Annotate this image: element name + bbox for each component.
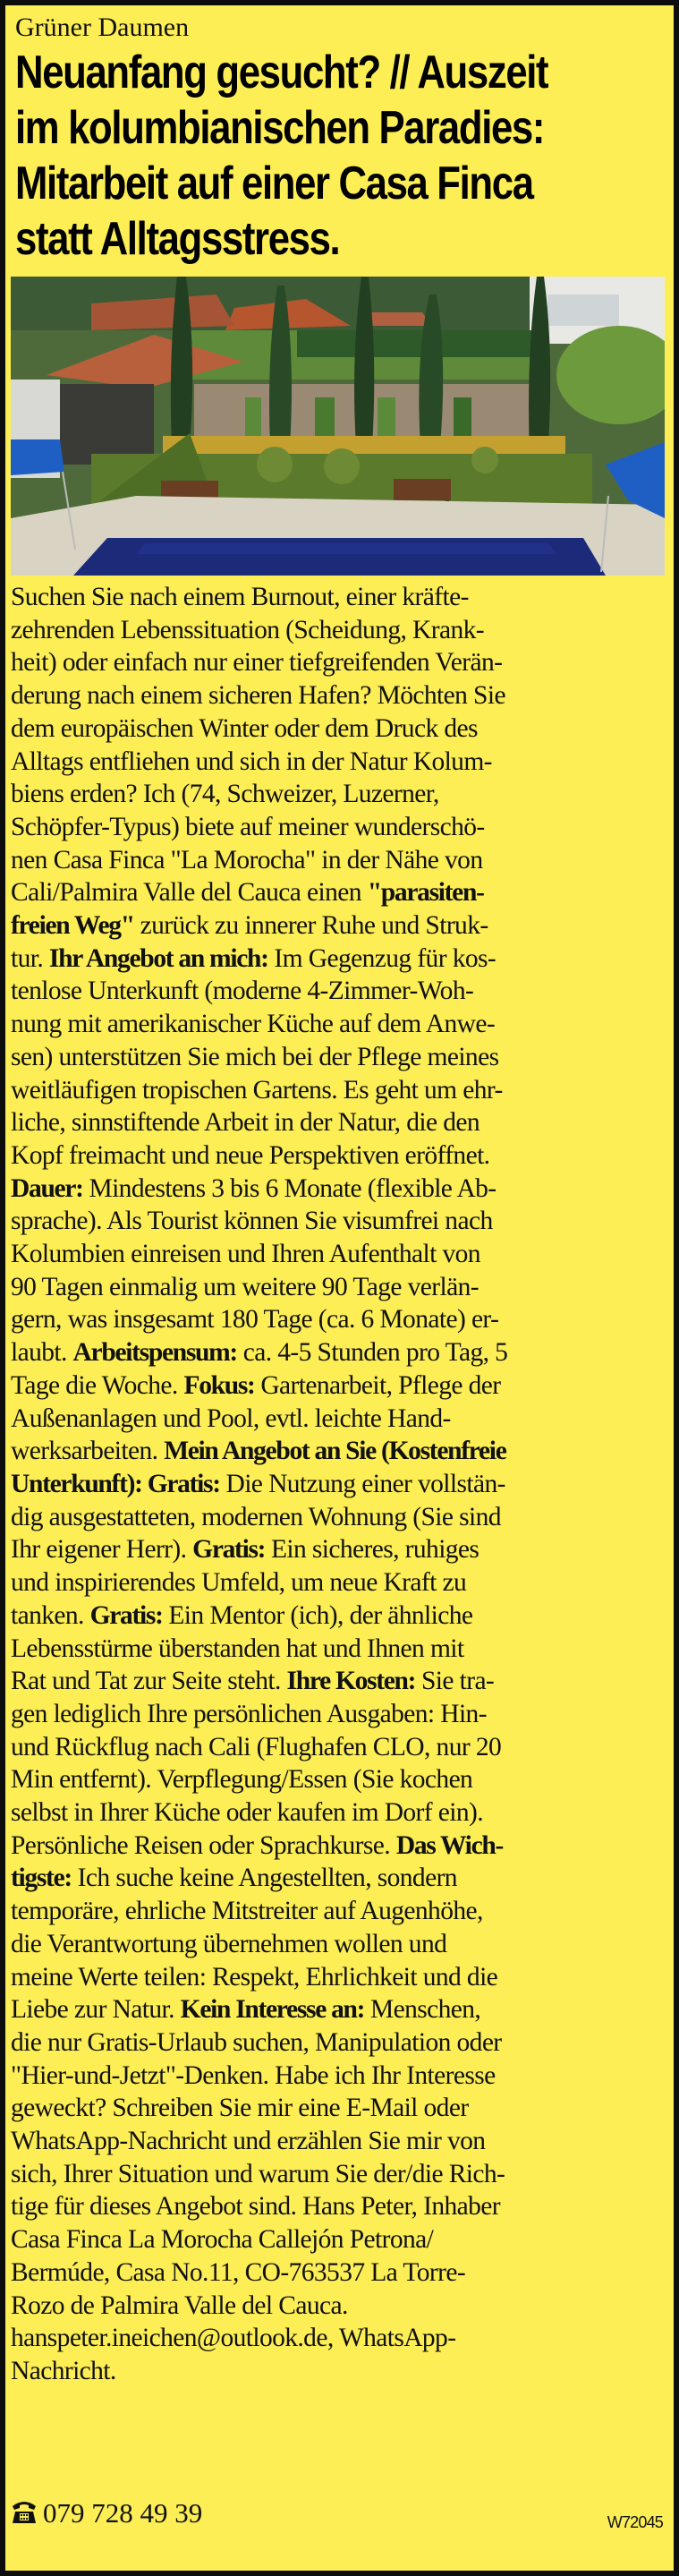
body-text-segment: Tage die Woche. [11, 1370, 184, 1400]
body-text-segment: dig ausgestatteten, modernen Wohnung (Sie sind [11, 1502, 501, 1531]
body-text-segment: die nur Gratis-Urlaub suchen, Manipulation oder [11, 2027, 502, 2057]
body-text-segment: hanspeter.ineichen@outlook.de, WhatsApp- [11, 2324, 456, 2353]
body-text-segment: tanken. [11, 1600, 90, 1630]
body-line [11, 1106, 663, 1139]
body-line [11, 1336, 663, 1369]
body-line [11, 1731, 663, 1764]
body-text-segment: Ein Mentor (ich), der ähnliche [162, 1600, 473, 1630]
body-line [11, 1566, 663, 1599]
body-text-segment: tige für dieses Angebot sind. Hans Peter, Inhaber [11, 2192, 500, 2222]
headline-line: im kolumbianischen Paradies: [15, 102, 545, 154]
body-text-segment: tur. [11, 943, 49, 973]
body-text-segment: Ihr eigener Herr). [11, 1535, 193, 1565]
body-line [11, 1139, 663, 1173]
body-line [11, 1698, 663, 1731]
ad-body-text [11, 581, 663, 2388]
body-text-segment: gen lediglich Ihre persönlichen Ausgaben: Hin- [11, 1699, 487, 1728]
body-text-segment: Gartenarbeit, Pflege der [254, 1370, 501, 1400]
bold-label: Unterkunft): Gratis: [11, 1469, 220, 1498]
body-line [11, 1993, 663, 2026]
body-line [11, 1830, 663, 1863]
body-text-segment: die Verantwortung übernehmen wollen und [11, 1929, 447, 1958]
bold-label: Ihre Kosten: [286, 1667, 416, 1696]
body-text-segment: Nachricht. [11, 2356, 116, 2385]
body-text-segment: Ein sicheres, ruhiges [265, 1535, 480, 1565]
body-text-segment: Kolumbien einreisen und Ihren Aufenthalt von [11, 1240, 480, 1269]
body-line [11, 1303, 663, 1336]
body-text-segment: WhatsApp-Nachricht und erzählen Sie mir von [11, 2127, 486, 2156]
body-line [11, 1796, 663, 1830]
body-text-segment: nen Casa Finca "La Morocha" in der Nähe von [11, 845, 483, 874]
ad-footer [11, 2495, 663, 2531]
body-text-segment: laubt. [11, 1338, 73, 1368]
body-line [11, 2060, 663, 2093]
garden-image [11, 277, 665, 576]
body-text-segment: Persönliche Reisen oder Sprachkurse. [11, 1830, 396, 1860]
body-line [11, 1369, 663, 1403]
bold-label: "parasiten- [367, 878, 484, 908]
phone-number[interactable]: 079 728 49 39 [43, 2497, 203, 2529]
body-line [11, 1238, 663, 1271]
body-text-segment: Ich suche keine Angestellten, sondern [71, 1864, 457, 1893]
telephone-icon [11, 2497, 38, 2522]
body-line [11, 1763, 663, 1796]
body-line [11, 1862, 663, 1895]
body-text-segment: Menschen, [364, 1995, 481, 2025]
headline-line: Neuanfang gesucht? // Auszeit [15, 47, 548, 98]
body-line [11, 2092, 663, 2125]
body-text-segment: Schöpfer-Typus) biete auf meiner wunderschö- [11, 812, 485, 841]
body-line [11, 1205, 663, 1238]
body-text-segment: und inspirierendes Umfeld, um neue Kraft zu [11, 1568, 467, 1598]
body-text-segment: ca. 4-5 Stunden pro Tag, 5 [236, 1338, 508, 1368]
body-text-segment: zurück zu innerer Ruhe und Struk- [133, 911, 488, 941]
body-line [11, 2223, 663, 2256]
body-text-segment: Mindestens 3 bis 6 Monate (flexible Ab- [82, 1173, 497, 1203]
body-line [11, 1041, 663, 1074]
bold-label: Ihr Angebot an mich: [48, 943, 268, 973]
body-line [11, 712, 663, 746]
body-text-segment: Suchen Sie nach einem Burnout, einer kräfte- [11, 583, 469, 611]
body-line [11, 1008, 663, 1041]
body-line [11, 646, 663, 679]
body-text-segment: sprache). Als Tourist können Sie visumfrei nach [11, 1207, 493, 1236]
body-line [11, 811, 663, 844]
body-text-segment: und Rückflug nach Cali (Flughafen CLO, nur 20 [11, 1732, 502, 1761]
body-text-segment: Außenanlagen und Pool, evtl. leichte Hand- [11, 1403, 451, 1433]
body-line [11, 1633, 663, 1666]
body-text-segment: "Hier-und-Jetzt"-Denken. Habe ich Ihr Interesse [11, 2060, 496, 2090]
body-text-segment: derung nach einem sicheren Hafen? Möchten Sie [11, 681, 505, 711]
bold-label: Gratis: [192, 1535, 266, 1565]
body-line [11, 1501, 663, 1534]
bold-label: Das Wich- [395, 1830, 504, 1860]
body-line [11, 844, 663, 877]
body-text-segment: geweckt? Schreiben Sie mir eine E-Mail oder [11, 2094, 469, 2123]
body-text-segment: sich, Ihrer Situation und warum Sie der/die Rich- [11, 2159, 505, 2188]
body-line [11, 2190, 663, 2223]
headline-line: statt Alltagsstress. [15, 213, 340, 265]
bold-label: Mein Angebot an Sie (Kostenfreie [164, 1437, 506, 1466]
body-line [11, 614, 663, 647]
body-text-segment: temporäre, ehrliche Mitstreiter auf Augenhöhe, [11, 1897, 483, 1926]
body-text-segment: Rozo de Palmira Valle del Cauca. [11, 2290, 348, 2320]
body-line [11, 975, 663, 1008]
bold-label: Kein Interesse an: [180, 1995, 365, 2025]
body-line [11, 679, 663, 712]
body-line [11, 2158, 663, 2191]
body-text-segment: dem europäischen Winter oder dem Druck des [11, 713, 478, 743]
bold-label: Gratis: [89, 1600, 163, 1630]
body-text-segment: Alltags entfliehen und sich in der Natur Kolum- [11, 746, 492, 776]
bold-label: freien Weg" [11, 911, 134, 941]
body-text-segment: Liebe zur Natur. [11, 1995, 181, 2025]
body-line [11, 1435, 663, 1468]
body-line [11, 746, 663, 779]
body-text-segment: tenlose Unterkunft (moderne 4-Zimmer-Woh- [11, 977, 474, 1006]
body-line [11, 1895, 663, 1928]
bold-label: tigste: [11, 1864, 72, 1893]
body-line [11, 2355, 663, 2388]
finca-garden-photo [11, 277, 665, 576]
body-text-segment: Die Nutzung einer vollstän- [219, 1469, 505, 1498]
body-line [11, 909, 663, 943]
body-line [11, 1961, 663, 1994]
body-line [11, 1074, 663, 1107]
body-text-segment: meine Werte teilen: Respekt, Ehrlichkeit und die [11, 1962, 498, 1992]
body-text-segment: biens erden? Ich (74, Schweizer, Luzerner, [11, 780, 439, 809]
body-text-segment: Sie tra- [415, 1667, 495, 1696]
body-line [11, 1533, 663, 1566]
body-text-segment: gern, was insgesamt 180 Tage (ca. 6 Monate) er- [11, 1305, 499, 1335]
body-line [11, 943, 663, 976]
bold-label: Fokus: [183, 1370, 255, 1400]
body-text-segment: heit) oder einfach nur einer tiefgreifenden Verän- [11, 648, 503, 678]
body-line [11, 1271, 663, 1304]
body-line [11, 778, 663, 811]
ad-code: W72045 [607, 2513, 663, 2531]
body-line [11, 1599, 663, 1633]
body-text-segment: Bermúde, Casa No.11, CO-763537 La Torre- [11, 2257, 466, 2287]
body-line [11, 1173, 663, 1206]
body-text-segment: werksarbeiten. [11, 1437, 165, 1466]
body-text-segment: weitläufigen tropischen Gartens. Es geht um ehr- [11, 1075, 503, 1105]
body-text-segment: Rat und Tat zur Seite steht. [11, 1667, 287, 1696]
body-line [11, 2026, 663, 2060]
body-line [11, 2125, 663, 2158]
body-text-segment: Cali/Palmira Valle del Cauca einen [11, 878, 368, 908]
body-text-segment: Kopf freimacht und neue Perspektiven eröffnet. [11, 1140, 490, 1170]
body-text-segment: 90 Tagen einmalig um weitere 90 Tage verlän- [11, 1272, 479, 1301]
body-text-segment: selbst in Ihrer Küche oder kaufen im Dorf ein). [11, 1798, 484, 1828]
body-text-segment: nung mit amerikanischer Küche auf dem Anwe- [11, 1010, 496, 1039]
body-line [11, 2322, 663, 2355]
body-line [11, 581, 663, 614]
body-text-segment: Min entfernt). Verpflegung/Essen (Sie kochen [11, 1765, 473, 1795]
body-text-segment: Im Gegenzug für kos- [267, 943, 497, 973]
body-line [11, 2290, 663, 2323]
body-text-segment: sen) unterstützen Sie mich bei der Pflege meines [11, 1042, 499, 1071]
body-text-segment: Lebensstürme überstanden hat und Ihnen mit [11, 1633, 464, 1663]
ad-headline [15, 45, 676, 267]
body-line [11, 2256, 663, 2290]
bold-label: Arbeitspensum: [72, 1338, 237, 1368]
body-text-segment: liche, sinnstiftende Arbeit in der Natur, die den [11, 1108, 480, 1138]
body-line [11, 1403, 663, 1436]
body-line [11, 1468, 663, 1501]
body-line [11, 1665, 663, 1698]
ad-category: Grüner Daumen [15, 13, 190, 42]
bold-label: Dauer: [11, 1173, 83, 1203]
body-line [11, 1928, 663, 1961]
headline-line: Mitarbeit auf einer Casa Finca [15, 158, 533, 209]
body-text-segment: Casa Finca La Morocha Callejón Petrona/ [11, 2225, 434, 2255]
body-line [11, 876, 663, 909]
body-text-segment: zehrenden Lebenssituation (Scheidung, Krank- [11, 615, 485, 644]
